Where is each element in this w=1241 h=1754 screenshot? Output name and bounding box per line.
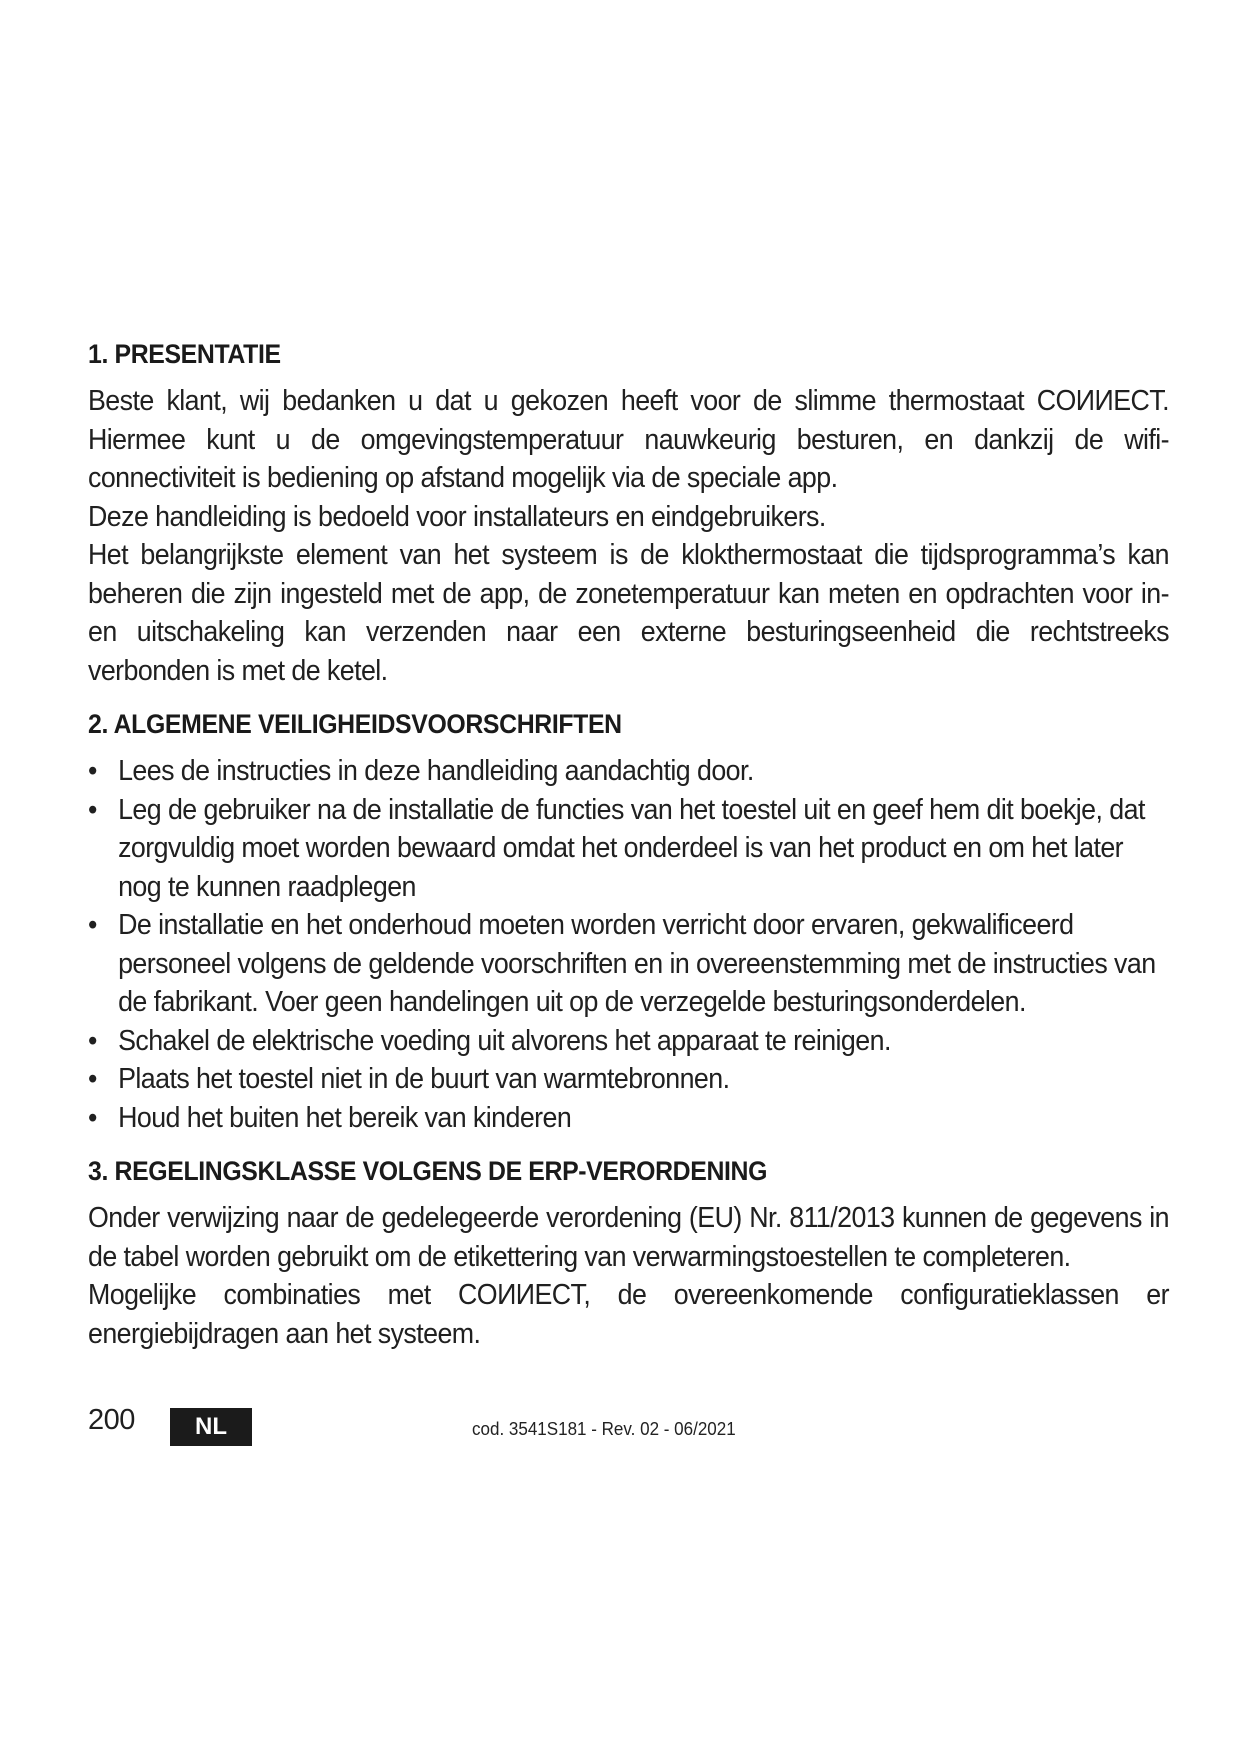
list-item xyxy=(88,1060,1169,1099)
list-item xyxy=(88,752,1169,791)
paragraph: Het belangrijkste element van het systeem is de klokthermostaat die tijdsprogramma’s kan beheren die zijn ingesteld met de app, de zonetemperatuur kan meten en opdrachten voor in- en uitschakeling kan verzenden naar een externe besturingseenheid die rechtstreeks verbonden is met de ketel. xyxy=(88,539,1169,687)
bullet-icon: • xyxy=(88,909,97,941)
language-badge: NL xyxy=(170,1408,252,1446)
page-footer xyxy=(88,1404,1188,1452)
section-heading: 1. PRESENTATIE xyxy=(88,339,281,369)
paragraph: Mogelijke combinaties met COИИECT, de overeenkomende configuratieklassen er energiebijdragen aan het systeem. xyxy=(88,1279,1169,1350)
bullet-icon: • xyxy=(88,793,97,826)
list-item-text: De installatie en het onderhoud moeten worden verricht door ervaren, gekwalificeerd personeel volgens de geldende voorschriften en in overeenstemming met de instructies van de fabrikant. Voer geen handelingen uit op de verzegelde besturingsonderdelen. xyxy=(118,909,1156,1018)
paragraph: Deze handleiding is bedoeld voor installateurs en eindgebruikers. xyxy=(88,500,826,533)
paragraph: Beste klant, wij bedanken u dat u gekozen heeft voor de slimme thermostaat COИИECT. Hiermee kunt u de omgevingstemperatuur nauwkeurig besturen, en dankzij de wifi-connectiviteit is bediening op afstand mogelijk via de speciale app. xyxy=(88,385,1169,494)
list-item-text: Houd het buiten het bereik van kinderen xyxy=(118,1101,572,1134)
bullet-icon: • xyxy=(88,1024,97,1057)
list-item-text: Plaats het toestel niet in de buurt van warmtebronnen. xyxy=(118,1063,730,1095)
bullet-icon: • xyxy=(88,755,97,787)
bullet-icon: • xyxy=(88,1063,97,1095)
page-content xyxy=(88,336,1208,1369)
safety-list xyxy=(88,752,1208,1137)
list-item xyxy=(88,1022,1169,1061)
list-item xyxy=(88,906,1169,1022)
list-item-text: Schakel de elektrische voeding uit alvorens het apparaat te reinigen. xyxy=(118,1024,891,1057)
list-item xyxy=(88,791,1169,907)
list-item-text: Lees de instructies in deze handleiding aandachtig door. xyxy=(118,755,754,787)
list-item-text: Leg de gebruiker na de installatie de functies van het toestel uit en geef hem dit boekje, dat zorgvuldig moet worden bewaard omdat het onderdeel is van het product en om het later nog te kunnen raadplegen xyxy=(118,793,1145,903)
document-code: cod. 3541S181 - Rev. 02 - 06/2021 xyxy=(472,1418,736,1439)
page-number: 200 xyxy=(88,1404,135,1436)
bullet-icon: • xyxy=(88,1101,97,1134)
section-regelingsklasse xyxy=(88,1153,1208,1353)
section-heading: 2. ALGEMENE VEILIGHEIDSVOORSCHRIFTEN xyxy=(88,709,622,739)
paragraph: Onder verwijzing naar de gedelegeerde verordening (EU) Nr. 811/2013 kunnen de gegevens in de tabel worden gebruikt om de etikettering van verwarmingstoestellen te completeren. xyxy=(88,1202,1169,1273)
section-presentatie xyxy=(88,336,1208,690)
section-veiligheidsvoorschriften xyxy=(88,706,1208,1137)
section-heading: 3. REGELINGSKLASSE VOLGENS DE ERP-VERORDENING xyxy=(88,1156,768,1186)
list-item xyxy=(88,1099,1169,1138)
